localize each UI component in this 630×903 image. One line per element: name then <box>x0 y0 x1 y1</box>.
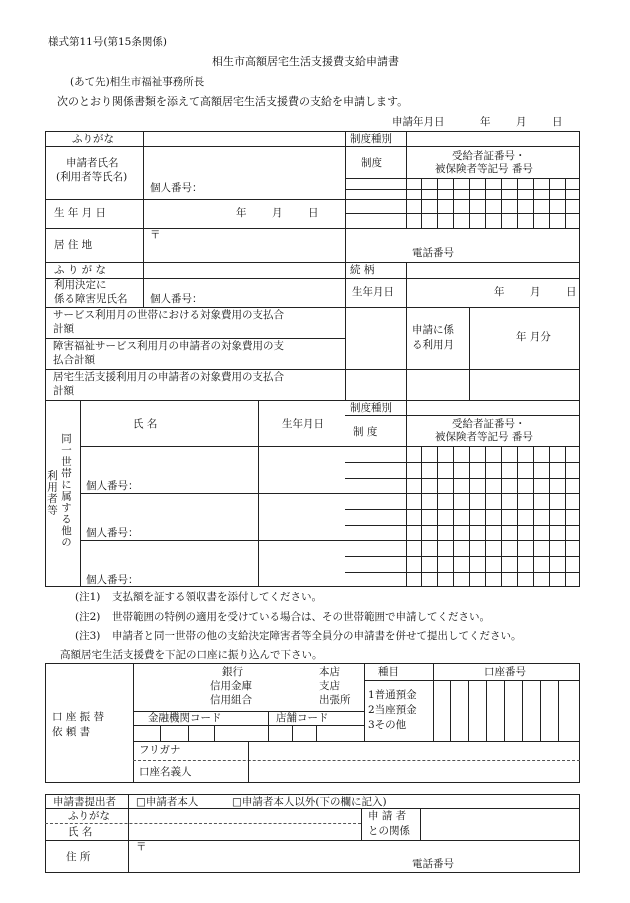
account-type-label: 種目 <box>378 666 399 678</box>
cost-home-label-2: 計額 <box>53 385 74 397</box>
household-cert-number-label: 受給者証番号・ <box>452 418 526 430</box>
submitter-self-checkbox[interactable]: □申請者本人 <box>136 796 199 808</box>
note-1-number: (注1) <box>75 591 101 603</box>
birth-month: 月 <box>272 207 283 219</box>
cost-welfare-label: 障害福祉サービス利用月の申請者の対象費用の支 <box>53 340 284 352</box>
postal-mark: 〒 <box>150 229 161 241</box>
household-system-type-label: 制度種別 <box>350 402 392 414</box>
use-month-label: 申請に係 <box>412 324 454 336</box>
branch-code-label: 店舗コード <box>276 712 329 724</box>
system-type-label: 制度種別 <box>350 133 392 145</box>
page-title: 相生市高額居宅生活支援費支給申請書 <box>212 55 399 68</box>
phone-label: 電話番号 <box>412 247 454 259</box>
note-1-text: 支払額を証する領収書を添付してください。 <box>112 591 322 603</box>
submitter-address-label: 住 所 <box>66 851 91 863</box>
account-type-other: 3その他 <box>368 719 407 731</box>
insured-number-label: 被保険者等記号 番号 <box>435 163 533 175</box>
household-birth-header: 生年月日 <box>282 418 324 430</box>
child-birth-day: 日 <box>566 286 577 298</box>
submitter-furigana-label: ふりがな <box>68 810 110 822</box>
residence-label: 居 住 地 <box>54 239 93 251</box>
child-birth-label: 生年月日 <box>352 286 394 298</box>
note-2-text: 世帯範囲の特例の適用を受けている場合は、その世帯範囲で申請してください。 <box>112 611 490 623</box>
household-system-label: 制 度 <box>353 426 378 438</box>
submitter-phone-label: 電話番号 <box>412 858 454 870</box>
birth-date-label: 生 年 月 日 <box>54 207 107 219</box>
child-furigana-label: ふ り が な <box>54 264 107 276</box>
cost-home-label: 居宅生活支援利用月の申請者の対象費用の支払合 <box>53 371 284 383</box>
child-birth-year: 年 <box>494 286 505 298</box>
system-label: 制度 <box>361 157 382 169</box>
applicant-name-sub-label: (利用者等氏名) <box>56 171 128 183</box>
child-label-1: 利用決定に <box>54 279 107 291</box>
note-3-text: 申請者と同一世帯の他の支給決定障害者等全員分の申請書を併せて提出してください。 <box>112 630 522 642</box>
form-number: 様式第11号(第15条関係) <box>48 36 167 48</box>
cost-welfare-label-2: 払合計額 <box>53 354 95 366</box>
use-month-label-2: る利用月 <box>412 339 454 351</box>
bank-type-kumiai: 信用組合 <box>210 694 252 706</box>
submitter-name-label: 氏 名 <box>68 826 93 838</box>
account-holder-label: 口座名義人 <box>139 766 192 778</box>
bank-code-label: 金融機関コード <box>148 712 222 724</box>
cert-number-label: 受給者証番号・ <box>452 150 526 162</box>
birth-year: 年 <box>236 207 247 219</box>
date-month: 月 <box>516 116 527 128</box>
submitter-postal-mark: 〒 <box>136 841 147 853</box>
request-form-label: 依 頼 書 <box>52 726 91 738</box>
household-name-header: 氏 名 <box>133 418 158 430</box>
bank-type-bank: 銀行 <box>222 666 243 678</box>
household-side-label-2: 利用者等 <box>46 470 58 516</box>
applicant-my-number-label: 個人番号： <box>150 182 203 194</box>
submitter-relation-label-2: との関係 <box>368 825 410 837</box>
date-year: 年 <box>480 116 491 128</box>
use-year-month: 年 月分 <box>516 331 551 343</box>
account-type-current: 2当座預金 <box>368 704 417 716</box>
account-type-ordinary: 1普通預金 <box>368 689 417 701</box>
note-3-number: (注3) <box>75 630 101 642</box>
note-2-number: (注2) <box>75 611 101 623</box>
household-my-number-3: 個人番号： <box>86 574 139 586</box>
household-insured-number-label: 被保険者等記号 番号 <box>435 431 533 443</box>
submitter-other-checkbox[interactable]: □申請者本人以外(下の欄に記入) <box>232 796 387 808</box>
branch-type-office: 出張所 <box>319 694 351 706</box>
cost-household-label: サービス利用月の世帯における対象費用の支払合 <box>53 309 284 321</box>
account-number-label: 口座番号 <box>484 666 526 678</box>
household-side-label: 同一世帯に属する他の <box>60 433 72 548</box>
furigana-label: ふりがな <box>72 133 114 145</box>
date-day: 日 <box>552 116 563 128</box>
branch-type-main: 本店 <box>319 666 340 678</box>
submitter-label: 申請書提出者 <box>53 796 116 808</box>
application-date-label: 申請年月日 <box>392 116 445 128</box>
cost-household-label-2: 計額 <box>53 323 74 335</box>
child-my-number-label: 個人番号： <box>150 293 203 305</box>
furigana-kana-label: フリガナ <box>139 744 181 756</box>
household-my-number-2: 個人番号： <box>86 527 139 539</box>
bank-type-shinkin: 信用金庫 <box>210 680 252 692</box>
submitter-relation-label: 申 請 者 <box>368 810 407 822</box>
household-my-number-1: 個人番号： <box>86 480 139 492</box>
account-transfer-label: 口 座 振 替 <box>52 711 105 723</box>
relation-label: 続 柄 <box>350 264 375 276</box>
birth-day: 日 <box>308 207 319 219</box>
bank-intro: 高額居宅生活支援費を下記の口座に振り込んで下さい。 <box>60 649 323 661</box>
branch-type-branch: 支店 <box>319 680 340 692</box>
addressee: (あて先)相生市福祉事務所長 <box>70 76 205 88</box>
child-label-2: 係る障害児氏名 <box>54 293 128 305</box>
intro-text: 次のとおり関係書類を添えて高額居宅生活支援費の支給を申請します。 <box>57 95 409 108</box>
applicant-name-label: 申請者氏名 <box>66 157 119 169</box>
child-birth-month: 月 <box>530 286 541 298</box>
